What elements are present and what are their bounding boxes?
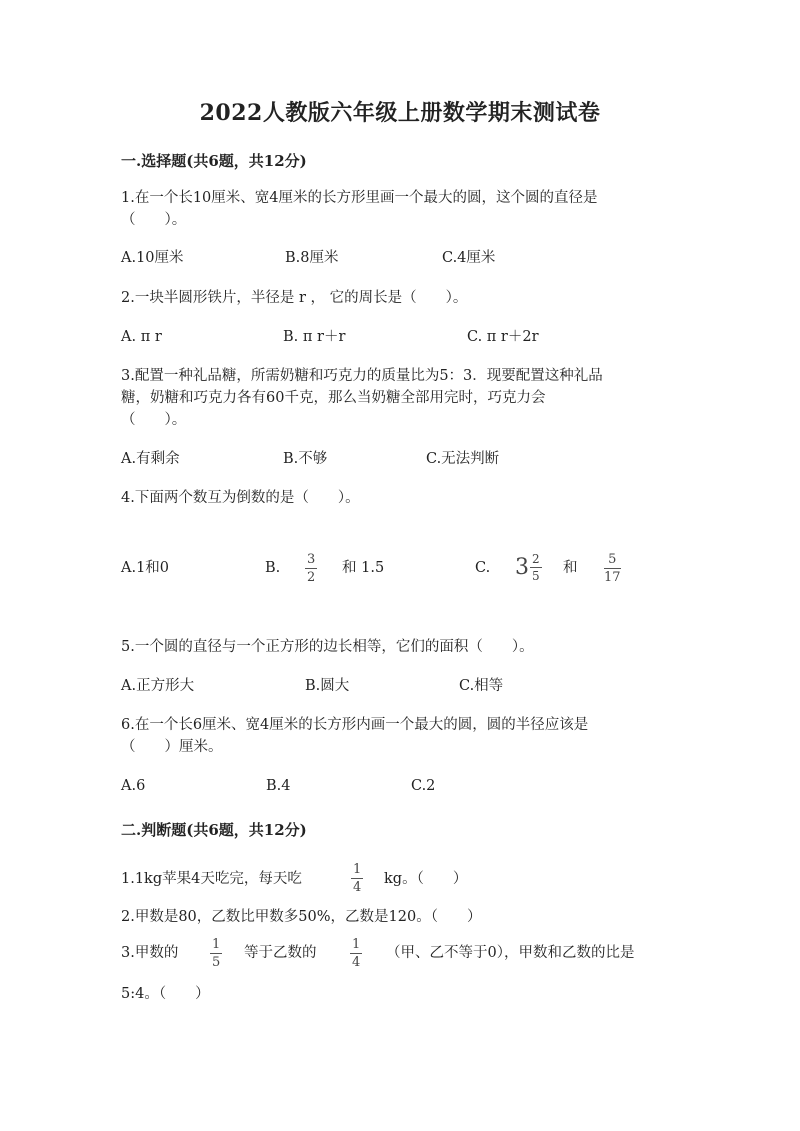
fraction-denominator: 5 <box>532 569 540 583</box>
judge-1-fraction <box>351 863 363 894</box>
judge-3-text-cont: 5:4。（ ） <box>121 986 210 1002</box>
question-5-text: 5.一个圆的直径与一个正方形的边长相等，它们的面积（ ）。 <box>121 639 534 655</box>
fraction-numerator: 1 <box>352 937 361 952</box>
question-4-option-c-mixed-number <box>515 553 542 582</box>
question-3-option-a[interactable]: A.有剩余 <box>121 451 180 467</box>
question-4-option-c-fraction <box>604 553 621 584</box>
question-6-option-c[interactable]: C.2 <box>411 778 436 794</box>
question-4-option-b-text: 和 1.5 <box>342 560 385 576</box>
question-1-option-c[interactable]: C.4厘米 <box>442 250 496 266</box>
judge-1-text-end: kg。（ ） <box>384 871 468 887</box>
question-5-option-b[interactable]: B.圆大 <box>305 678 350 694</box>
fraction-numerator: 1 <box>212 937 221 952</box>
question-3-text: 3.配置一种礼品糖，所需奶糖和巧克力的质量比为5：3．现要配置这种礼品 <box>121 368 603 384</box>
question-1-text: 1.在一个长10厘米、宽4厘米的长方形里画一个最大的圆，这个圆的直径是 <box>121 190 598 206</box>
question-3-option-c[interactable]: C.无法判断 <box>426 451 500 467</box>
question-2-text: 2.一块半圆形铁片，半径是 r ， 它的周长是（ ）。 <box>121 290 468 306</box>
fraction-denominator: 2 <box>307 570 316 585</box>
question-5-option-a[interactable]: A.正方形大 <box>121 678 195 694</box>
question-6-option-a[interactable]: A.6 <box>121 778 146 794</box>
question-1-option-a[interactable]: A.10厘米 <box>121 250 184 266</box>
judge-3-text: 3.甲数的 <box>121 945 179 961</box>
mixed-fraction <box>530 553 542 582</box>
question-4-option-b-fraction <box>305 553 317 584</box>
question-3-text-cont: 糖，奶糖和巧克力各有60千克，那么当奶糖全部用完时，巧克力会 <box>121 390 546 406</box>
fraction-numerator: 2 <box>532 552 540 566</box>
judge-3-fraction-2 <box>350 938 362 969</box>
judge-3-text-end: （甲、乙不等于0），甲数和乙数的比是 <box>386 945 635 961</box>
question-2-option-a[interactable]: A. π r <box>121 329 162 345</box>
judge-2-text: 2.甲数是80，乙数比甲数多50%，乙数是120。（ ） <box>121 909 482 925</box>
judge-3-fraction-1 <box>210 938 222 969</box>
question-3-option-b[interactable]: B.不够 <box>283 451 328 467</box>
question-4-option-b-label[interactable]: B. <box>265 560 281 576</box>
question-6-option-b[interactable]: B.4 <box>266 778 291 794</box>
fraction-denominator: 4 <box>353 880 362 895</box>
judge-3-text-mid: 等于乙数的 <box>244 945 317 961</box>
page-title: 2022人教版六年级上册数学期末测试卷 <box>199 100 601 126</box>
question-4-option-c-and: 和 <box>563 560 578 576</box>
fraction-numerator: 3 <box>307 552 316 567</box>
question-5-option-c[interactable]: C.相等 <box>459 678 504 694</box>
question-4-option-a[interactable]: A.1和0 <box>121 560 170 576</box>
question-4-text: 4.下面两个数互为倒数的是（ ）。 <box>121 490 360 506</box>
question-1-text-cont: （ ）。 <box>121 212 187 228</box>
question-6-text-cont: （ ）厘米。 <box>121 739 223 755</box>
mixed-whole: 3 <box>515 554 529 580</box>
question-6-text: 6.在一个长6厘米、宽4厘米的长方形内画一个最大的圆，圆的半径应该是 <box>121 717 589 733</box>
fraction-denominator: 5 <box>212 955 221 970</box>
question-2-option-b[interactable]: B. π r＋r <box>283 329 346 345</box>
question-3-text-cont2: （ ）。 <box>121 412 187 428</box>
fraction-numerator: 1 <box>353 862 362 877</box>
question-1-option-b[interactable]: B.8厘米 <box>285 250 339 266</box>
fraction-numerator: 5 <box>608 552 617 567</box>
section-heading-judgement: 二.判断题(共6题，共12分) <box>121 821 307 839</box>
fraction-denominator: 17 <box>604 570 621 585</box>
judge-1-text: 1.1kg苹果4天吃完，每天吃 <box>121 871 302 887</box>
question-2-option-c[interactable]: C. π r＋2r <box>467 329 539 345</box>
fraction-denominator: 4 <box>352 955 361 970</box>
question-4-option-c-label[interactable]: C. <box>475 560 491 576</box>
section-heading-choice: 一.选择题(共6题，共12分) <box>121 152 307 170</box>
